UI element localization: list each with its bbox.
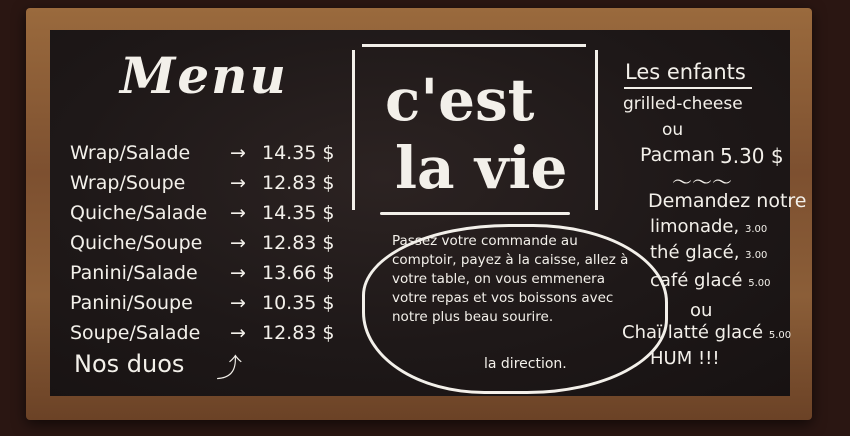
order-instructions: Passez votre commande au comptoir, payez à la caisse, allez à votre table, on vous emmenera votre repas et vos boissons avec notre plus beau sourire. [392, 233, 629, 325]
brand-top-line [362, 44, 586, 47]
drink-name: café glacé [650, 270, 743, 291]
arrow-icon: → [230, 262, 246, 284]
brand-line-1: c'est [385, 66, 535, 134]
chalkboard [50, 30, 807, 396]
drink-price: 5.00 [748, 278, 771, 289]
menu-item-name: Wrap/Salade [70, 142, 191, 164]
drink-item [650, 348, 720, 369]
curved-arrow-icon: ⤴ [216, 354, 243, 384]
brand-line-2: la vie [395, 134, 568, 202]
menu-item-name: Quiche/Salade [70, 202, 208, 224]
menu-title: Menu [120, 46, 288, 105]
menu-item-price: 12.83 $ [262, 172, 335, 194]
menu-item-name: Quiche/Soupe [70, 232, 203, 254]
menu-item-name: Panini/Salade [70, 262, 198, 284]
menu-item [70, 322, 335, 344]
drink-item [690, 300, 712, 321]
menu-item [70, 292, 335, 314]
drink-name: HUM !!! [650, 348, 720, 369]
kids-underline [624, 87, 752, 89]
drinks-intro: Demandez notre [648, 190, 807, 212]
drink-item [650, 216, 767, 237]
drink-price: 5.00 [768, 330, 792, 341]
menu-item-price: 12.83 $ [262, 322, 335, 344]
wave-divider: 〜〜〜 [672, 170, 732, 194]
arrow-icon: → [230, 322, 246, 344]
arrow-icon: → [230, 172, 246, 194]
kids-price: 5.30 $ [720, 144, 784, 168]
menu-item-price: 14.35 $ [262, 202, 335, 224]
drink-price: 3.00 [745, 250, 768, 261]
menu-item-price: 14.35 $ [262, 142, 335, 164]
drink-name: limonade, [650, 216, 740, 237]
menu-item-price: 10.35 $ [262, 292, 335, 314]
menu-item-name: Wrap/Soupe [70, 172, 186, 194]
menu-item-price: 13.66 $ [262, 262, 335, 284]
menu-item [70, 232, 335, 254]
arrow-icon: → [230, 232, 246, 254]
drink-item [650, 242, 767, 263]
drink-item [622, 322, 791, 343]
drink-item [650, 270, 771, 291]
signature: la direction. [484, 356, 567, 372]
arrow-icon: → [230, 142, 246, 164]
menu-item-name: Panini/Soupe [70, 292, 193, 314]
menu-item [70, 172, 335, 194]
drink-price: 3.00 [744, 224, 768, 235]
kids-item-1: grilled-cheese [623, 94, 743, 114]
arrow-icon: → [230, 202, 246, 224]
menu-item-price: 12.83 $ [262, 232, 335, 254]
kids-item-2: Pacman [640, 144, 715, 166]
drink-name: Chaï latté glacé [622, 322, 764, 343]
arrow-icon: → [230, 292, 246, 314]
drink-name: ou [690, 300, 713, 321]
duos-label: Nos duos [74, 350, 185, 378]
menu-item-name: Soupe/Salade [70, 322, 201, 344]
menu-item [70, 202, 335, 224]
drink-name: thé glacé, [650, 242, 740, 263]
menu-item [70, 262, 335, 284]
brand-underline [380, 212, 570, 215]
kids-or: ou [662, 120, 684, 140]
kids-title: Les enfants [625, 60, 746, 84]
menu-item [70, 142, 335, 164]
